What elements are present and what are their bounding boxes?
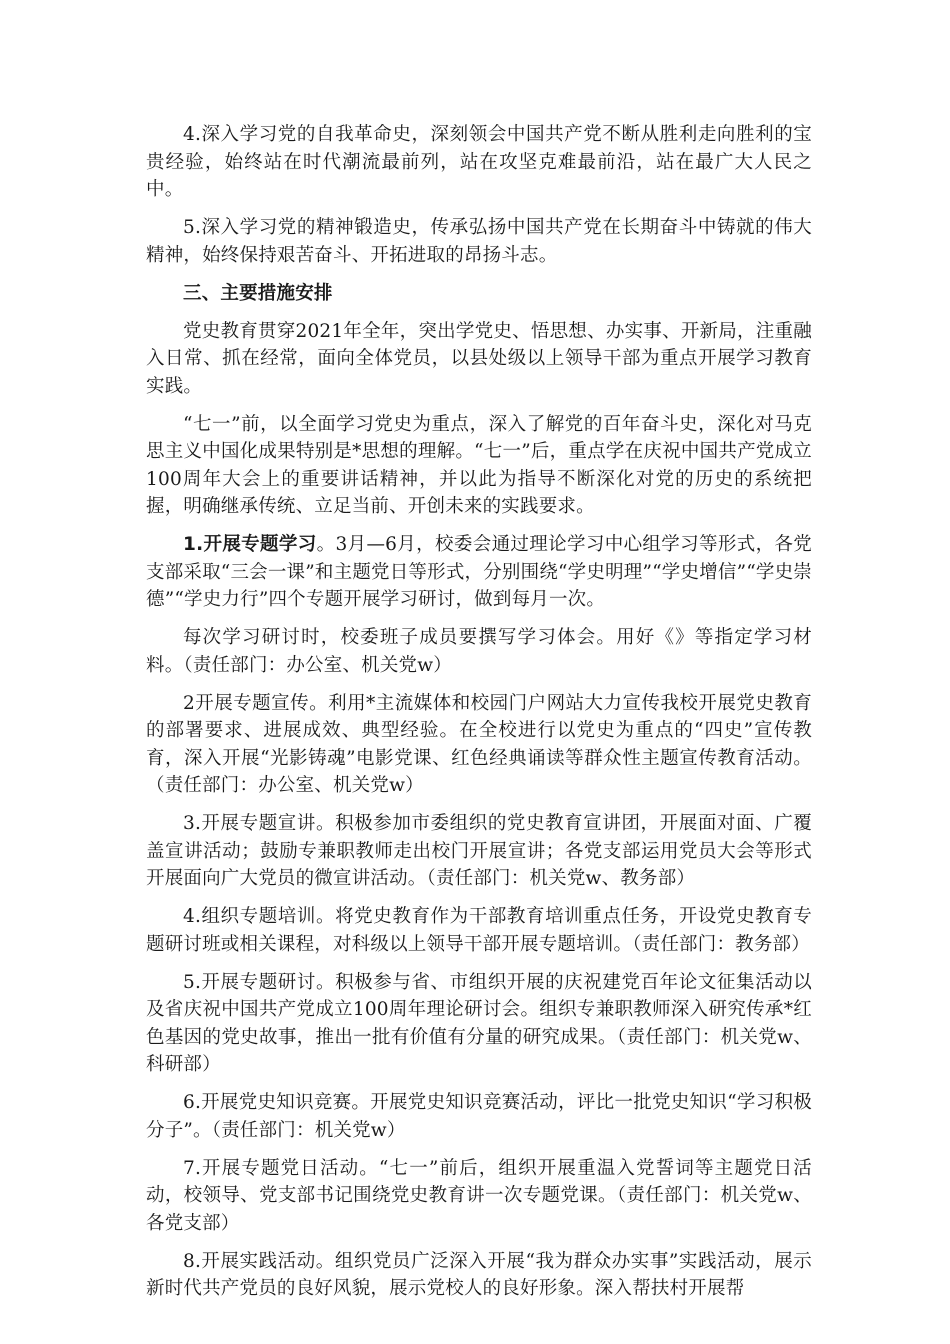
paragraph-item-1 xyxy=(146,531,812,614)
paragraph-text: 6.开展党史知识竞赛。开展党史知识竞赛活动，评比一批党史知识“学习积极分子”。（责任部门：机关党w） xyxy=(146,1092,812,1141)
paragraph-study-materials xyxy=(146,624,812,679)
paragraph-text: 3.开展专题宣讲。积极参加市委组织的党史教育宣讲团，开展面对面、广覆盖宣讲活动；鼓励专兼职教师走出校门开展宣讲；各党支部运用党员大会等形式开展面向广大党员的微宣讲活动。（责任部门：机关党w、教务部） xyxy=(146,813,812,889)
paragraph-4 xyxy=(146,121,812,204)
paragraph-july-first xyxy=(146,411,812,521)
paragraph-text: 每次学习研讨时，校委班子成员要撰写学习体会。用好《》等指定学习材料。（责任部门：办公室、机关党w） xyxy=(146,627,812,676)
paragraph-item-6 xyxy=(146,1089,812,1144)
paragraph-item-5 xyxy=(146,969,812,1079)
paragraph-text: 。3月—6月，校委会通过理论学习中心组学习等形式，各党支部采取“三会一课”和主题党日等形式，分别围绕“学史明理”“学史增信”“学史崇德”“学史力行”四个专题开展学习研讨，做到每月一次。 xyxy=(146,534,813,610)
paragraph-text: “七一”前，以全面学习党史为重点，深入了解党的百年奋斗史，深化对马克思主义中国化成果特别是*思想的理解。“七一”后，重点学在庆祝中国共产党成立100周年大会上的重要讲话精神，并以此为指导不断深化对党的历史的系统把握，明确继承传统、立足当前、开创未来的实践要求。 xyxy=(146,413,812,517)
document-page xyxy=(146,121,812,1313)
paragraph-text: 2开展专题宣传。利用*主流媒体和校园门户网站大力宣传我校开展党史教育的部署要求、进展成效、典型经验。在全校进行以党史为重点的“四史”宣传教育，深入开展“光影铸魂”电影党课、红色经典诵读等群众性主题宣传教育活动。（责任部门：办公室、机关党w） xyxy=(146,692,812,796)
paragraph-text: 5.开展专题研讨。积极参与省、市组织开展的庆祝建党百年论文征集活动以及省庆祝中国共产党成立100周年理论研讨会。组织专兼职教师深入研究传承*红色基因的党史故事，推出一批有价值有分量的研究成果。（责任部门：机关党w、科研部） xyxy=(146,971,812,1075)
paragraph-item-3 xyxy=(146,810,812,893)
paragraph-overview xyxy=(146,318,812,401)
paragraph-item-2 xyxy=(146,690,812,800)
paragraph-text: 4.深入学习党的自我革命史，深刻领会中国共产党不断从胜利走向胜利的宝贵经验，始终站在时代潮流最前列，站在攻坚克难最前沿，站在最广大人民之中。 xyxy=(146,124,812,200)
paragraph-item-4 xyxy=(146,903,812,958)
paragraph-lead: 1.开展专题学习 xyxy=(183,534,317,555)
paragraph-text: 5.深入学习党的精神锻造史，传承弘扬中国共产党在长期奋斗中铸就的伟大精神，始终保持艰苦奋斗、开拓进取的昂扬斗志。 xyxy=(146,217,812,266)
paragraph-text: 4.组织专题培训。将党史教育作为干部教育培训重点任务，开设党史教育专题研讨班或相关课程，对科级以上领导干部开展专题培训。（责任部门：教务部） xyxy=(146,906,812,955)
paragraph-text: 8.开展实践活动。组织党员广泛深入开展“我为群众办实事”实践活动，展示新时代共产党员的良好风貌，展示党校人的良好形象。深入帮扶村开展帮 xyxy=(146,1250,812,1299)
paragraph-item-7 xyxy=(146,1155,812,1238)
paragraph-text: 7.开展专题党日活动。“七一”前后，组织开展重温入党誓词等主题党日活动，校领导、党支部书记围绕党史教育讲一次专题党课。（责任部门：机关党w、各党支部） xyxy=(146,1157,812,1234)
paragraph-text: 党史教育贯穿2021年全年，突出学党史、悟思想、办实事、开新局，注重融入日常、抓在经常，面向全体党员，以县处级以上领导干部为重点开展学习教育实践。 xyxy=(146,320,812,397)
paragraph-item-8 xyxy=(146,1248,812,1303)
section-heading: 三、主要措施安排 xyxy=(183,282,333,304)
paragraph-5 xyxy=(146,214,812,269)
